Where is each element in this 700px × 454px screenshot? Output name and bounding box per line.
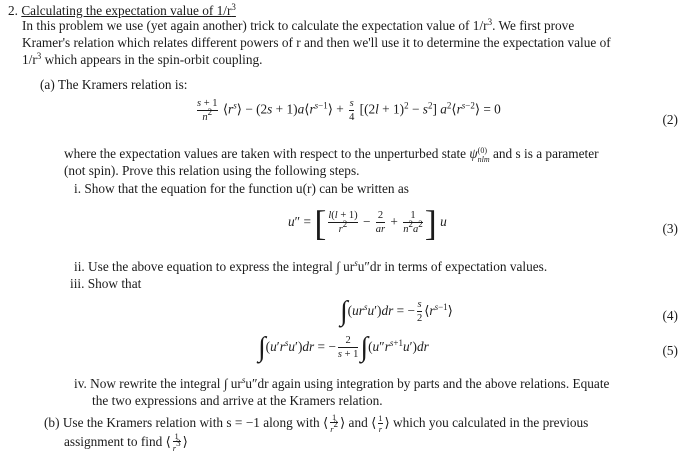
equation-number-3: (3) xyxy=(662,221,678,236)
step-ii: ii. Use the above equation to express the integral ∫ $ur^su''dr$ in terms of expectation values. xyxy=(74,258,548,274)
intro-line-2: Kramer's relation which relates different powers of r and then we'll use it to determine the expectation value of xyxy=(22,35,611,50)
problem-number: 2. xyxy=(8,3,18,18)
problem-title-text: Calculating the expectation value of $1/r^3$ xyxy=(21,2,236,18)
equation-radial: u″ = [ $\frac{l(l + 1)}{r^2}$ − $\frac{2}{ar}$ + $\frac{1}{n^2a^2}$ ] u xyxy=(288,203,447,243)
step-iii: iii. Show that xyxy=(70,276,142,291)
part-b-line-1: (b) Use the Kramers relation with s = −1 along with ⟨ $\frac{1}{r^2}$ ⟩ and ⟨ $\frac{1}{r}$ ⟩ which you calculated in the previous xyxy=(44,412,589,435)
equation-integral-1: $\int(ur^su')dr$ = − $\frac{s}{2}$ $⟨r^{s-1}⟩$ xyxy=(340,296,453,327)
equation-number-2: (2) xyxy=(662,112,678,127)
step-iv-line-2: the two expressions and arrive at the Kramers relation. xyxy=(92,393,383,408)
intro-line-3: $1/r^3$ which appears in the spin-orbit coupling. xyxy=(22,51,263,67)
equation-number-5: (5) xyxy=(662,343,678,358)
equation-number-4: (4) xyxy=(662,308,678,323)
part-a-after-line-2: (not spin). Prove this relation using the following steps. xyxy=(64,163,360,178)
intro-line-1: In this problem we use (yet again another) trick to calculate the expectation value of $1/r^3$. We first prove xyxy=(22,17,575,33)
step-i: i. Show that the equation for the function u(r) can be written as xyxy=(74,181,409,196)
step-iv-line-1: iv. Now rewrite the integral ∫ $ur^su''dr$ again using integration by parts and the above relations. Equate xyxy=(74,375,610,391)
part-a-after-line-1: where the expectation values are taken with respect to the unperturbed state ψ(0) nlm and s is a parameter xyxy=(64,146,599,164)
equation-kramers: $\frac{s + 1}{n^2}$ $⟨r^s⟩ - (2s$ + $1)a⟨r^{s-1}⟩$ + $\frac{s}{4}$ $[(2l + 1)^2 - s^2]$ $a^2⟨r^{s-2}⟩ = 0$ xyxy=(197,98,501,123)
part-a-label: (a) The Kramers relation is: xyxy=(40,77,188,92)
equation-integral-2: $\int(u'r^su')dr$ = − $\frac{2}{s + 1}$ $\int(u''r^{s+1}u')dr$ xyxy=(258,332,429,363)
part-b-line-2: assignment to find ⟨ $\frac{1}{r^3}$ ⟩ xyxy=(64,431,188,454)
